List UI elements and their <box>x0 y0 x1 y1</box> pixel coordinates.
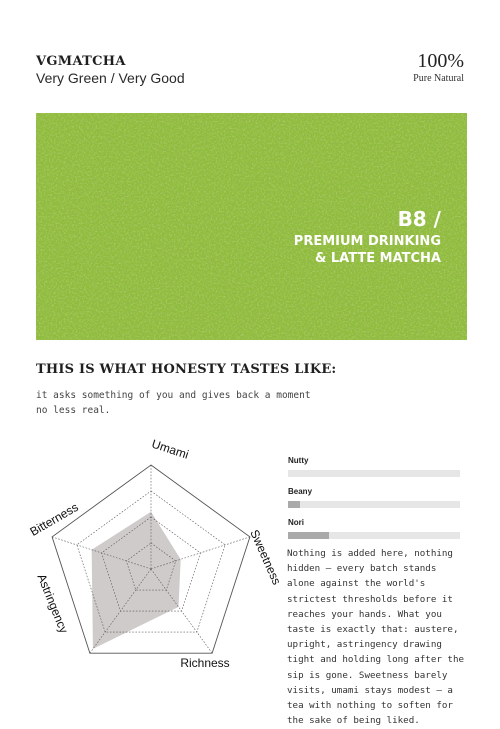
section-intro: it asks something of you and gives back a moment no less real. <box>36 390 311 416</box>
radar-axis-label: Sweetness <box>247 527 284 587</box>
radar-axis-label: Bitterness <box>27 499 81 539</box>
radar-value-area <box>92 512 181 649</box>
purity-label: Pure Natural <box>413 73 464 84</box>
hero-image <box>36 113 467 340</box>
section-headline: THIS IS WHAT HONESTY TASTES LIKE: <box>36 362 337 377</box>
note-label-nutty: Nutty <box>288 456 309 465</box>
note-label-nori: Nori <box>288 518 304 527</box>
description-text: Nothing is added here, nothing hidden — every batch stands alone against the world's strictest thresholds before it reaches your hands. What you taste is exactly that: austere, upright, astringency drawing tight and holding long after the sip is gone. Sweetness barely visits, umami stays modest — a tea with nothing to soften for the sake of being liked. <box>287 548 465 727</box>
radar-axis-label: Umami <box>150 436 191 462</box>
radar-axis-label: Richness <box>180 656 230 671</box>
note-bar-beany <box>288 501 460 508</box>
product-code: B8 / <box>397 207 441 231</box>
note-bar-fill <box>288 532 329 539</box>
product-title-line1: PREMIUM DRINKING <box>293 234 441 249</box>
note-bar-nutty <box>288 470 460 477</box>
product-title-line2: & LATTE MATCHA <box>315 251 441 266</box>
note-label-beany: Beany <box>288 487 313 496</box>
radar-axis-label: Astringency <box>34 571 71 636</box>
flavor-radar-chart <box>27 436 284 682</box>
brand-tagline: Very Green / Very Good <box>36 70 185 86</box>
note-bar-fill <box>288 501 300 508</box>
purity-value: 100% <box>417 50 464 72</box>
note-bar-nori <box>288 532 460 539</box>
brand-name: VGMATCHA <box>36 54 126 69</box>
